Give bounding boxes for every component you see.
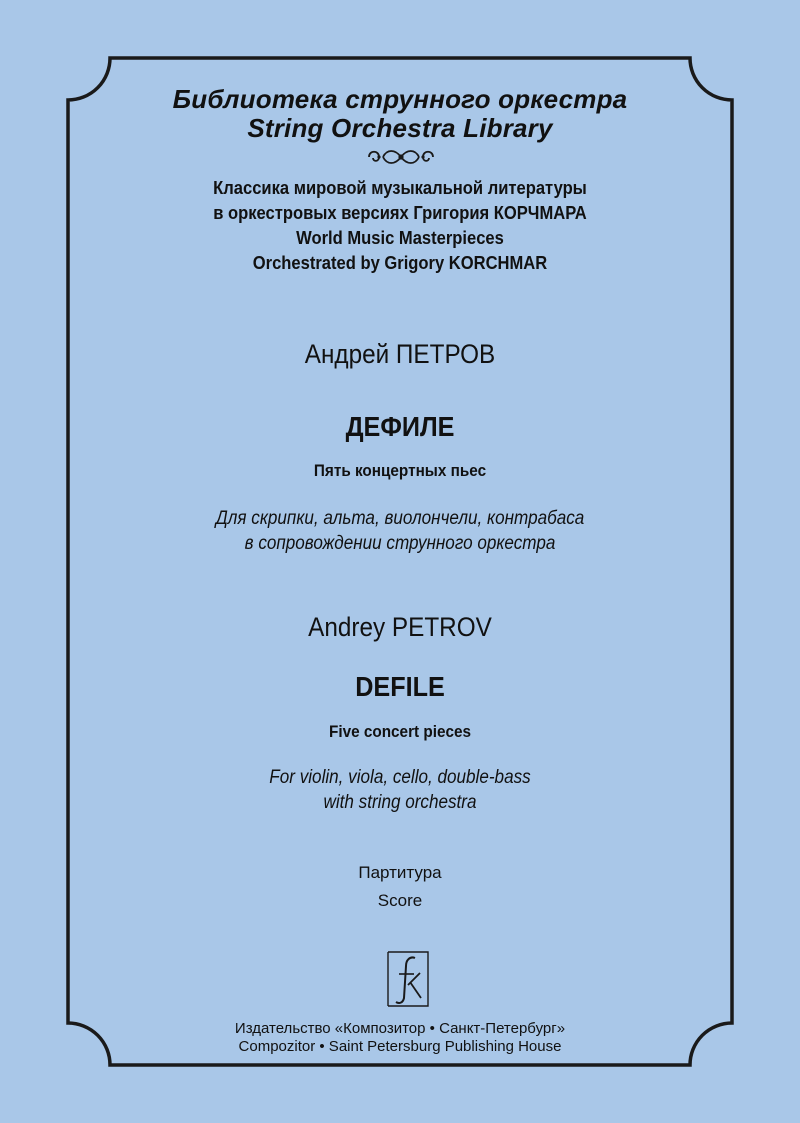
instrumentation-line2-en: with string orchestra (323, 792, 477, 813)
publisher-line-en: Compozitor • Saint Petersburg Publishing House (238, 1038, 562, 1055)
scroll-ornament-icon (365, 146, 437, 168)
collection-line2-en: Orchestrated by Grigory KORCHMAR (252, 253, 548, 273)
collection-line2-ru: в оркестровых версиях Григория КОРЧМАРА (213, 203, 587, 223)
collection-line1-ru: Классика мировой музыкальной литературы (213, 178, 587, 198)
instrumentation-line1-en: For violin, viola, cello, double-bass (269, 767, 531, 788)
series-title-en: String Orchestra Library (247, 113, 553, 143)
work-title-en: DEFILE (355, 671, 445, 702)
collection-line1-en: World Music Masterpieces (296, 228, 504, 248)
publisher-line-ru: Издательство «Композитор • Санкт-Петербург» (234, 1020, 566, 1037)
composer-ru: Андрей ПЕТРОВ (304, 339, 496, 369)
composer-en: Andrey PETROV (308, 612, 492, 642)
publisher-logo-icon (384, 949, 434, 1009)
work-title-ru: ДЕФИЛЕ (345, 411, 455, 442)
instrumentation-line2-ru: в сопровождении струнного оркестра (244, 533, 556, 554)
score-label-ru: Партитура (358, 863, 442, 882)
series-title-ru: Библиотека струнного оркестра (172, 84, 628, 114)
score-label-en: Score (377, 891, 423, 910)
work-subtitle-en: Five concert pieces (328, 722, 472, 741)
instrumentation-line1-ru: Для скрипки, альта, виолончели, контрабаса (215, 508, 585, 529)
work-subtitle-ru: Пять концертных пьес (313, 461, 487, 480)
